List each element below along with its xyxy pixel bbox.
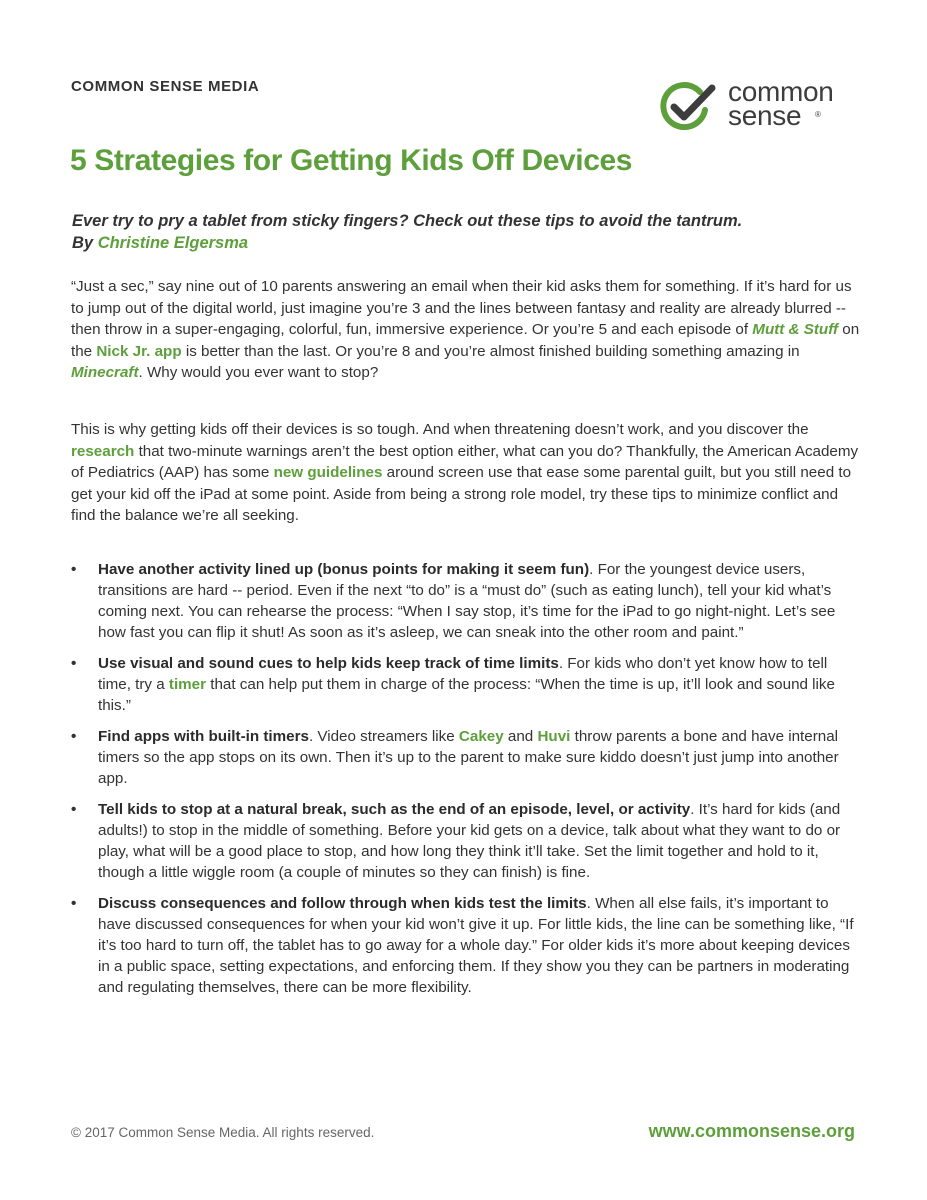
bullet: •: [71, 728, 77, 745]
para2-text-3: around screen use that ease some parental guilt, but you still need to get your kid off the iPad at some point. Aside from being a strong role model, try these tips to minimize conflict and find the balance we’re all seeking.: [71, 464, 852, 524]
tip-heading: Use visual and sound cues to help kids keep track of time limits: [98, 655, 559, 672]
byline: [72, 232, 872, 254]
registered-mark: ®: [815, 110, 821, 119]
link-nick-jr-app[interactable]: Nick Jr. app: [96, 342, 182, 360]
byline-prefix: By: [72, 234, 94, 252]
logo-line-common: common: [728, 76, 834, 107]
link-cakey[interactable]: Cakey: [458, 728, 504, 745]
bullet: •: [71, 801, 77, 818]
footer-copyright: © 2017 Common Sense Media. All rights reserved.: [71, 1125, 375, 1140]
link-new-guidelines[interactable]: new guidelines: [273, 464, 383, 481]
article-subtitle-block: [72, 210, 872, 254]
link-mutt-and-stuff[interactable]: Mutt & Stuff: [752, 321, 839, 338]
link-minecraft[interactable]: Minecraft: [71, 364, 139, 381]
link-timer[interactable]: timer: [168, 676, 207, 693]
logo-line-sense: sense: [728, 100, 802, 131]
intro-text-1: “Just a sec,” say nine out of 10 parents answering an email when their kid asks them for something. If it’s hard for us to jump out of the digital world, just imagine you’re 3 and the lines between fantasy and reality are already blurred -- then throw in a super-engaging, colorful, fun, immersive experience. Or you’re 5 and each episode of: [71, 278, 852, 338]
intro-text-3: is better than the last. Or you’re 8 and you’re almost finished building something amazing in: [181, 342, 800, 360]
tip-body: . For kids who don’t yet know how to tell time, try a: [98, 655, 828, 693]
author-name[interactable]: Christine Elgersma: [97, 234, 249, 252]
checkmark-circle-icon: [660, 82, 720, 134]
logo-wordmark: [728, 76, 834, 131]
list-item: [71, 559, 861, 643]
article-subtitle: Ever try to pry a tablet from sticky fingers? Check out these tips to avoid the tantrum.: [72, 212, 743, 230]
footer-website-link[interactable]: www.commonsense.org: [648, 1121, 855, 1141]
tip-heading: Tell kids to stop at a natural break, such as the end of an episode, level, or activity: [98, 801, 691, 818]
tip-body: that can help put them in charge of the process: “When the time is up, it’ll look and sound like this.”: [98, 676, 835, 714]
intro-paragraph: [71, 276, 861, 384]
bullet: •: [71, 561, 77, 578]
second-paragraph: [71, 419, 861, 527]
tip-body: . It’s hard for kids (and adults!) to stop in the middle of something. Before your kid gets on a device, talk about what they want to do or play, what will be a good place to stop, and how long they think it’ll take. Set the limit together and hold to it, though a little wiggle room (a couple of minutes so they can finish) is fine.: [98, 801, 841, 881]
para2-text-1: This is why getting kids off their devices is so tough. And when threatening doesn’t work, and you discover the: [71, 421, 809, 438]
bullet: •: [71, 895, 77, 912]
link-huvi[interactable]: Huvi: [537, 728, 571, 745]
tip-heading: Have another activity lined up (bonus points for making it seem fun): [98, 561, 590, 578]
para2-text-2: that two-minute warnings aren’t the best option either, what can you do? Thankfully, the American Academy of Pediatrics (AAP) has some: [71, 442, 859, 481]
tips-list: [71, 559, 861, 1008]
list-item: [71, 799, 861, 883]
intro-text-4: . Why would you ever want to stop?: [138, 364, 379, 381]
brand-header: COMMON SENSE MEDIA: [71, 78, 260, 95]
tip-body: . Video streamers like: [308, 728, 459, 745]
list-item: [71, 893, 861, 998]
list-item: [71, 726, 861, 789]
tip-heading: Find apps with built-in timers: [98, 728, 309, 745]
tip-heading: Discuss consequences and follow through when kids test the limits: [98, 895, 587, 912]
tip-body: . When all else fails, it’s important to have discussed consequences for when your kid won’t give it up. For little kids, the line can be something like, “If it’s too hard to turn off, the tablet has to go away for a whole day.” For older kids it’s more about keeping devices in a public space, setting expectations, and enforcing them. If they show you they can be partners in moderating and regulating themselves, there can be more flexibility.: [98, 895, 854, 996]
common-sense-logo[interactable]: [660, 78, 860, 138]
list-item: [71, 653, 861, 716]
tip-body: and: [503, 728, 538, 745]
tip-body: throw parents a bone and have internal timers so the app stops on its own. Then it’s up to the parent to make sure kiddo doesn’t just jump into another app.: [98, 728, 839, 787]
intro-text-2: on the: [71, 321, 860, 360]
article-title: 5 Strategies for Getting Kids Off Devices: [70, 144, 633, 177]
tip-body: . For the youngest device users, transitions are hard -- period. Even if the next “to do” is a “must do” (such as eating lunch), tell your kid what’s coming next. You can rehearse the process: “When I say stop, it’s time for the iPad to go night-night. Let’s see how fast you can flip it shut! As soon as it’s asleep, we can sneak into the other room and paint.”: [98, 561, 836, 641]
bullet: •: [71, 655, 77, 672]
link-research[interactable]: research: [71, 442, 135, 460]
